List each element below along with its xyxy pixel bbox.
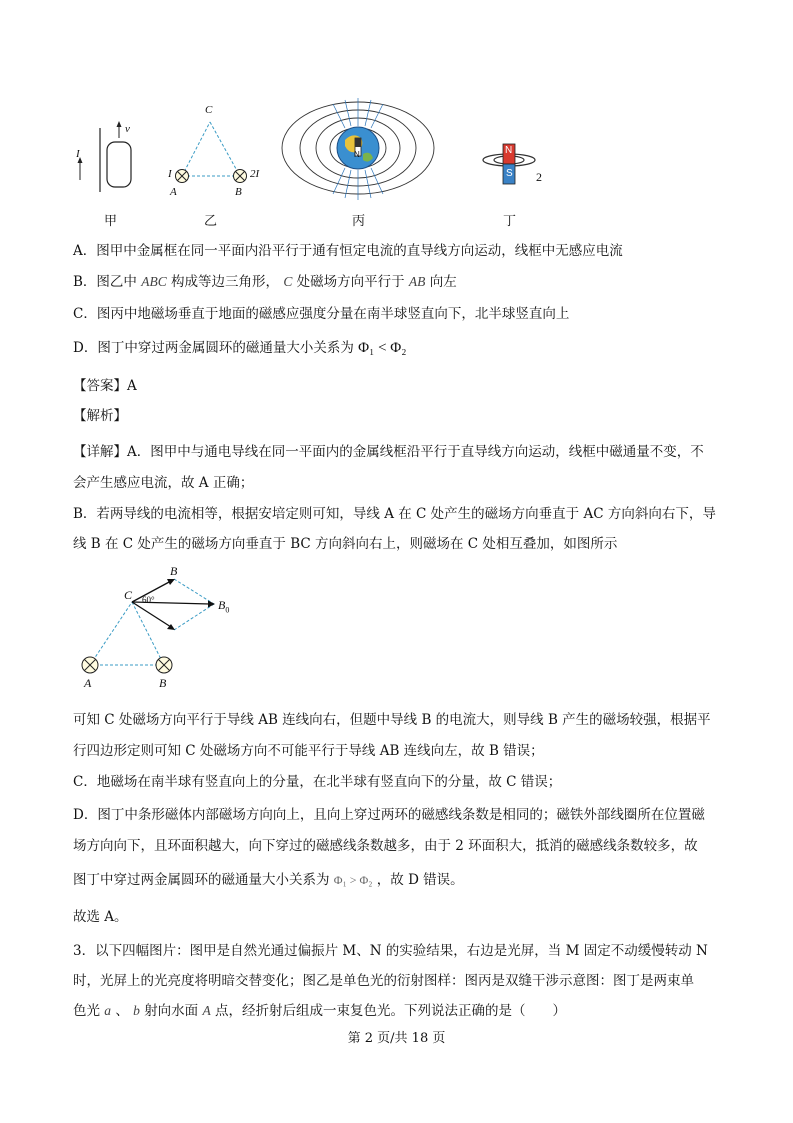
magnet-n-label: N (505, 145, 513, 156)
vector-label-b-bottom: B (159, 676, 167, 690)
explanation-line-10: 图丁中穿过两金属圆环的磁通量大小关系为 Φ₁ > Φ₂ ，故 D 错误。 (73, 872, 464, 888)
label-current-a: I (168, 168, 172, 180)
current-label: I (76, 148, 80, 160)
label-point-b: B (235, 186, 242, 198)
vector-b-bottom (132, 602, 171, 627)
explanation-line-9: 场方向向下，且环面积越大，向下穿过的磁感线条数越多，由于 2 环面积大，抵消的磁感线条数较多，故 (73, 838, 698, 854)
vector-figure-svg (74, 562, 254, 692)
velocity-arrowhead (117, 121, 122, 127)
label-point-a: A (170, 186, 177, 198)
question3-line-1: 3．以下四幅图片：图甲是自然光通过偏振片 M、N 的实验结果，右边是光屏，当 M 固定不动缓慢转动 N (73, 943, 708, 959)
answer-value: A (127, 378, 137, 394)
option-b-abc: ABC (141, 274, 167, 289)
explanation-line-7: C．地磁场在南半球有竖直向上的分量，在北半球有竖直向下的分量，故 C 错误； (73, 774, 562, 790)
vector-label-c: C (124, 588, 133, 602)
explanation-line-4: 线 B 在 C 处产生的磁场方向垂直于 BC 方向斜向右上，则磁场在 C 处相互叠加，如图所示 (73, 536, 618, 552)
vector-label-b0: $B_0$ (218, 598, 230, 615)
ring-magnet-svg (476, 136, 556, 196)
vector-label-b-top: B (170, 564, 178, 578)
velocity-label: v (125, 123, 130, 135)
explanation-line-6: 行四边形定则可知 C 处磁场方向不可能平行于导线 AB 连线向左，故 B 错误； (73, 743, 544, 759)
label-point-c: C (205, 104, 213, 116)
flux-relation: Φ₁ > Φ₂ (333, 873, 373, 887)
question3-line-3: 色光 a 、 b 射向水面 A 点，经折射后组成一束复色光。下列说法正确的是（ ） (73, 1003, 567, 1019)
metal-frame (107, 142, 131, 187)
wire-b-into-page-icon (156, 657, 172, 673)
earth-pole-label: N (354, 150, 360, 159)
conclusion: 故选 A。 (73, 909, 128, 925)
angle-label: 60° (142, 595, 155, 605)
explanation-line-3: B．若两导线的电流相等，根据安培定则可知，导线 A 在 C 处产生的磁场方向垂直于 AC 方向斜向右下，导 (73, 506, 716, 522)
question3-line-2: 时，光屏上的光亮度将明暗交替变化；图乙是单色光的衍射图样：图丙是双缝干涉示意图：图丁是两束单 (73, 973, 694, 989)
option-a: A．图甲中金属框在同一平面内沿平行于通有恒定电流的直导线方向运动，线框中无感应电流 (73, 243, 623, 259)
figure-bing (275, 96, 441, 206)
figure-yi (160, 104, 270, 204)
caption-ding: 丁 (503, 214, 517, 229)
answer-line (73, 377, 137, 395)
wire-a-into-page-icon (82, 657, 98, 673)
caption-bing: 丙 (352, 214, 366, 229)
option-d: D．图丁中穿过两金属圆环的磁通量大小关系为 Φ₁ < Φ₂ (73, 340, 407, 356)
explanation-line-2: 会产生感应电流，故 A 正确； (73, 475, 254, 491)
explanation-line-8: D．图丁中条形磁体内部磁场方向向上，且向上穿过两环的磁感线条数是相同的；磁铁外部线圈所在位置磁 (73, 807, 705, 823)
wire-a-into-page-icon (176, 170, 189, 183)
figure-ding (476, 136, 556, 196)
caption-jia: 甲 (104, 214, 118, 229)
vector-label-a: A (84, 676, 92, 690)
answer-label: 【答案】 (73, 378, 127, 394)
explanation-line-1: 【详解】A．图甲中与通电导线在同一平面内的金属线框沿平行于直导线方向运动，线框中磁通量不变，不 (73, 444, 704, 460)
caption-yi: 乙 (204, 214, 218, 229)
option-d-math: Φ₁ < Φ₂ (358, 340, 407, 356)
wire-b-into-page-icon (234, 170, 247, 183)
label-current-b: 2I (250, 168, 260, 180)
option-b: B．图乙中 ABC 构成等边三角形， C 处磁场方向平行于 AB 向左 (73, 274, 457, 290)
page-footer: 第 2 页/共 18 页 (347, 1031, 446, 1046)
analysis-label: 【解析】 (73, 408, 127, 424)
ring-label: 2 (536, 170, 542, 184)
magnet-s-label: S (506, 168, 513, 179)
option-c: C．图丙中地磁场垂直于地面的磁感应强度分量在南半球竖直向下，北半球竖直向上 (73, 306, 570, 322)
explanation-line-5: 可知 C 处磁场方向平行于导线 AB 连线向右，但题中导线 B 的电流大，则导线 B 产生的磁场较强，根据平 (73, 712, 711, 728)
vector-figure (74, 562, 254, 692)
